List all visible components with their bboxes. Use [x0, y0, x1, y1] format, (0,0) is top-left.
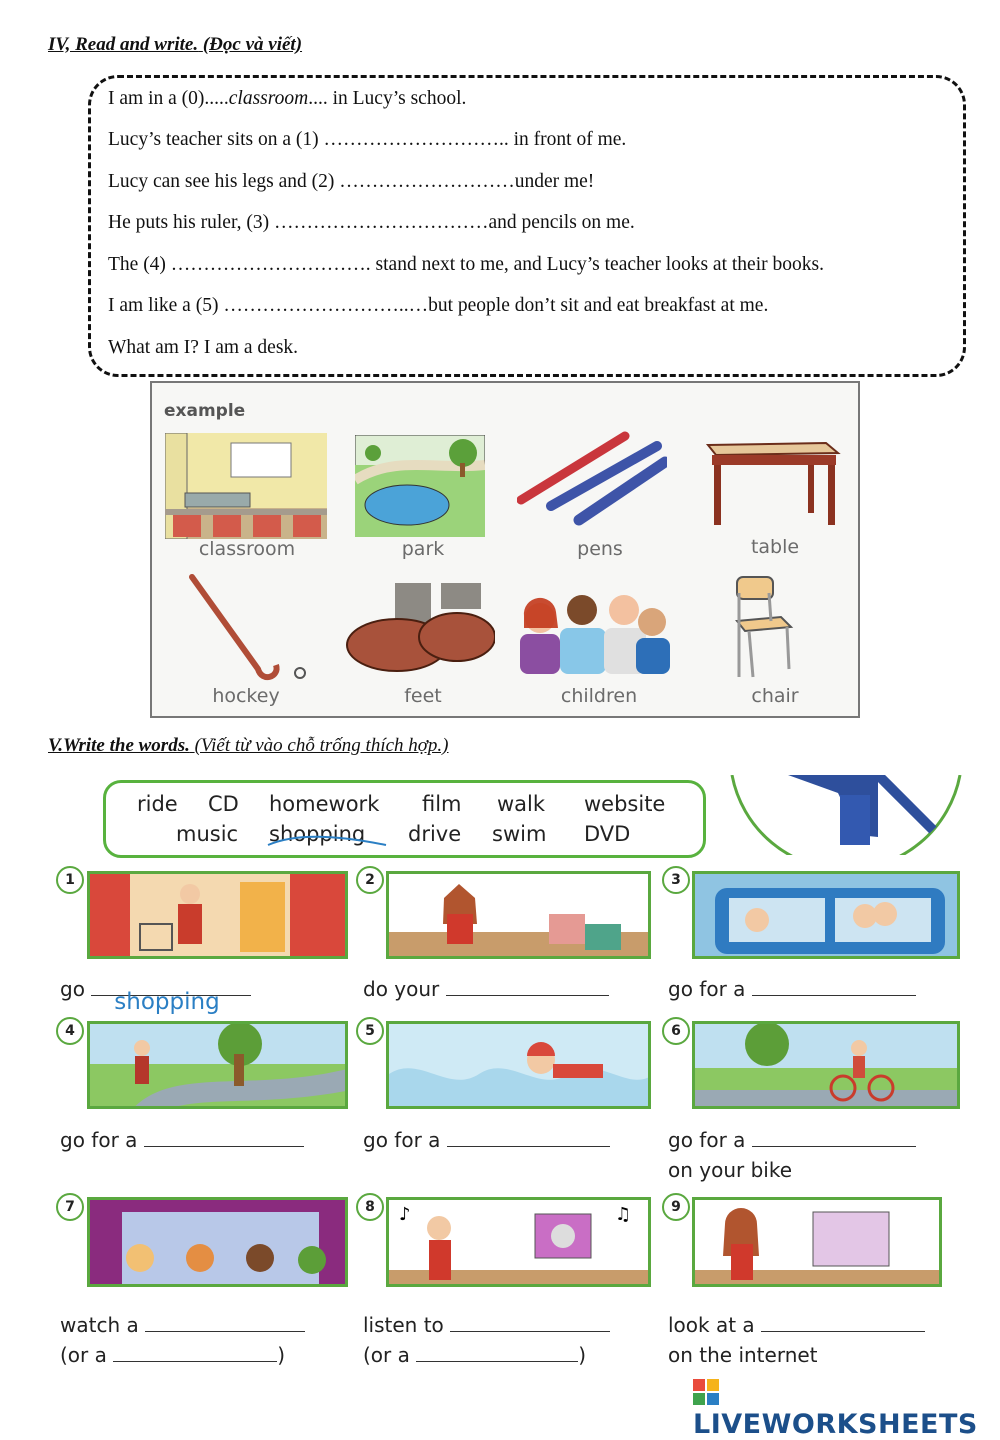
- item-number-7: 7: [56, 1193, 84, 1221]
- top-right-picture: [728, 775, 964, 855]
- word-drive: drive: [408, 822, 462, 846]
- liveworksheets-logo: [693, 1378, 1000, 1440]
- drive-picture: [692, 871, 960, 959]
- item-8-caption: [363, 1313, 610, 1337]
- item-number-5: 5: [356, 1017, 384, 1045]
- reading-line-5[interactable]: I am like a (5) ………………………..…but people don’t sit and eat breakfast at me.: [108, 295, 769, 316]
- item-number-2: 2: [356, 866, 384, 894]
- item-6-caption-line2: on your bike: [668, 1158, 793, 1182]
- shopping-picture: [87, 871, 348, 959]
- word-music: music: [176, 822, 239, 846]
- reading-line-4[interactable]: The (4) …………………………. stand next to me, and Lucy’s teacher looks at their books.: [108, 254, 824, 275]
- item-3-answer-field[interactable]: [752, 995, 916, 996]
- word-shopping: shopping: [269, 822, 366, 846]
- item-8-caption-line2: [363, 1343, 586, 1367]
- item-8-prompt: listen to: [363, 1313, 444, 1337]
- vocab-label-children: children: [560, 685, 638, 707]
- word-homework: homework: [269, 792, 380, 816]
- vocab-label-chair: chair: [751, 685, 799, 707]
- svg-text:♪: ♪: [399, 1204, 411, 1225]
- word-dvd: DVD: [584, 822, 631, 846]
- item-5-caption: [363, 1128, 610, 1152]
- park-picture: [355, 435, 485, 537]
- vocab-label-hockey: hockey: [212, 685, 280, 707]
- item-2-prompt: do your: [363, 977, 440, 1001]
- vocab-label-classroom: classroom: [198, 538, 296, 560]
- section-v-title: V.Write the words.: [48, 735, 190, 756]
- walk-picture: [87, 1021, 348, 1109]
- item-8-alt-answer-field[interactable]: [416, 1361, 578, 1362]
- item-4-caption: [60, 1128, 304, 1152]
- line-0-pre: I am in a (0).....: [108, 88, 229, 109]
- item-number-4: 4: [56, 1017, 84, 1045]
- item-6-answer-field[interactable]: [752, 1146, 916, 1147]
- item-4-answer-field[interactable]: [144, 1146, 304, 1147]
- reading-line-1[interactable]: Lucy’s teacher sits on a (1) ……………………….. in front of me.: [108, 129, 627, 150]
- section-iv-title-vi: (Đọc và viết): [202, 34, 303, 55]
- item-1-answer: shopping: [114, 989, 220, 1015]
- item-7-caption-line2: [60, 1343, 285, 1367]
- example-label: example: [164, 401, 246, 421]
- item-3-caption: [668, 977, 916, 1001]
- item-number-1: 1: [56, 866, 84, 894]
- film-picture: [87, 1197, 348, 1287]
- swim-picture: [386, 1021, 651, 1109]
- item-9-answer-field[interactable]: [761, 1331, 925, 1332]
- item-2-answer-field[interactable]: [446, 995, 609, 996]
- classroom-picture: [165, 433, 327, 539]
- music-picture: [386, 1197, 651, 1287]
- item-8-alt-prompt: (or a: [363, 1343, 410, 1367]
- chair-picture: [729, 573, 809, 683]
- item-8-close-paren: ): [578, 1343, 587, 1367]
- section-iv-title: IV, Read and write.: [48, 34, 199, 55]
- reading-line-3[interactable]: He puts his ruler, (3) ……………………………and pencils on me.: [108, 212, 635, 233]
- vocab-label-table: table: [750, 536, 800, 558]
- item-2-caption: [363, 977, 609, 1001]
- pens-picture: [517, 430, 667, 530]
- item-number-3: 3: [662, 866, 690, 894]
- item-7-close-paren: ): [277, 1343, 286, 1367]
- line-0-post: .... in Lucy’s school.: [308, 88, 467, 109]
- item-9-prompt: look at a: [668, 1313, 755, 1337]
- item-7-caption: [60, 1313, 305, 1337]
- item-number-6: 6: [662, 1017, 690, 1045]
- section-v-heading: [48, 735, 449, 757]
- item-1-prompt: go: [60, 977, 85, 1001]
- item-9-caption-line2: on the internet: [668, 1343, 818, 1367]
- vocab-label-park: park: [401, 538, 445, 560]
- item-7-alt-prompt: (or a: [60, 1343, 107, 1367]
- item-7-prompt: watch a: [60, 1313, 139, 1337]
- word-cd: CD: [208, 792, 239, 816]
- word-ride: ride: [137, 792, 178, 816]
- item-3-prompt: go for a: [668, 977, 746, 1001]
- reading-line-2[interactable]: Lucy can see his legs and (2) ………………………under me!: [108, 171, 595, 192]
- item-7-alt-answer-field[interactable]: [113, 1361, 277, 1362]
- homework-picture: [386, 871, 651, 959]
- logo-icon: [693, 1379, 719, 1405]
- children-picture: [512, 588, 672, 678]
- vocabulary-picture-panel: [150, 381, 860, 718]
- feet-picture: [345, 583, 495, 683]
- item-8-answer-field[interactable]: [450, 1331, 610, 1332]
- item-4-prompt: go for a: [60, 1128, 138, 1152]
- reading-line-6: What am I? I am a desk.: [108, 337, 299, 358]
- word-walk: walk: [497, 792, 546, 816]
- item-6-caption: [668, 1128, 916, 1152]
- table-picture: [702, 433, 842, 531]
- word-film: film: [422, 792, 462, 816]
- item-5-prompt: go for a: [363, 1128, 441, 1152]
- section-v-title-vi: (Viết từ vào chỗ trống thích hợp.): [194, 735, 449, 756]
- website-picture: [692, 1197, 942, 1287]
- section-iv-heading: [48, 34, 302, 56]
- item-1-caption: [60, 977, 251, 1015]
- word-website: website: [584, 792, 666, 816]
- logo-text: LIVEWORKSHEETS: [693, 1409, 978, 1440]
- example-answer: classroom: [228, 88, 309, 109]
- reading-line-0: [108, 88, 466, 110]
- item-1-answer-field[interactable]: [91, 989, 251, 1015]
- item-number-8: 8: [356, 1193, 384, 1221]
- item-7-answer-field[interactable]: [145, 1331, 305, 1332]
- svg-text:♫: ♫: [615, 1204, 632, 1225]
- item-9-caption: [668, 1313, 925, 1337]
- item-number-9: 9: [662, 1193, 690, 1221]
- item-6-prompt: go for a: [668, 1128, 746, 1152]
- vocab-label-feet: feet: [404, 685, 442, 707]
- vocab-label-pens: pens: [577, 538, 623, 560]
- item-5-answer-field[interactable]: [447, 1146, 610, 1147]
- hockey-picture: [182, 573, 312, 688]
- word-bank: [103, 780, 706, 858]
- strike-mark: [266, 833, 390, 849]
- bike-picture: [692, 1021, 960, 1109]
- word-swim: swim: [492, 822, 547, 846]
